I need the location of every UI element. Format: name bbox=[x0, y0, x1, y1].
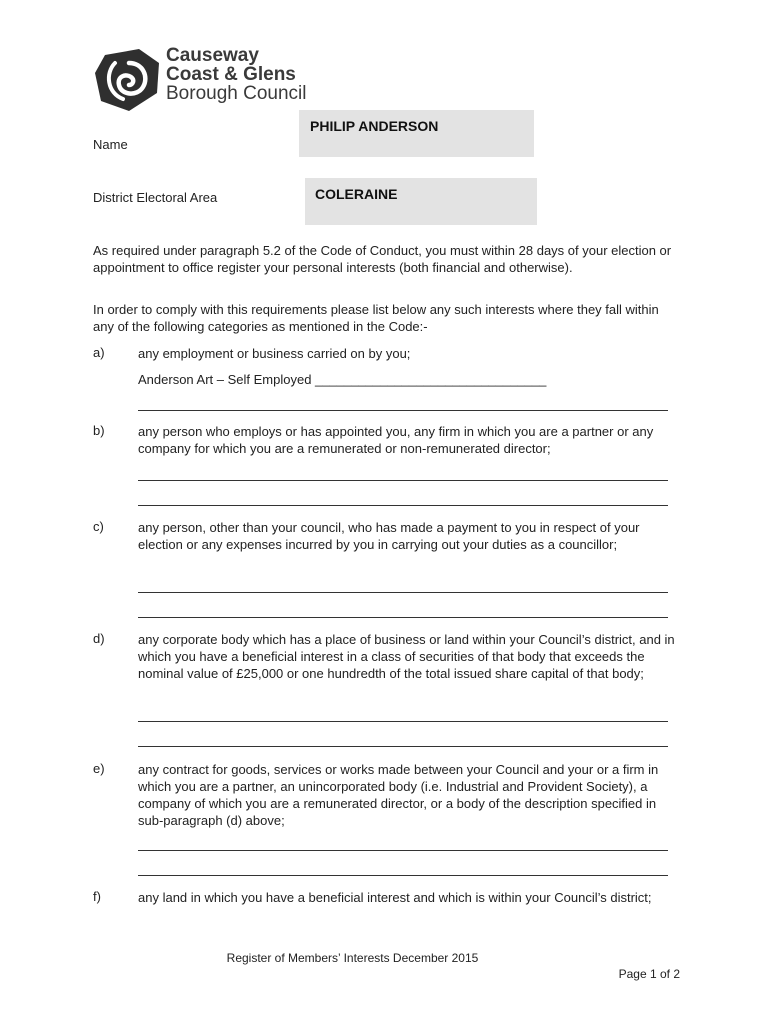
logo-line-3: Borough Council bbox=[166, 83, 307, 104]
answer-line[interactable] bbox=[138, 875, 668, 876]
item-c-letter: c) bbox=[93, 519, 104, 534]
name-label: Name bbox=[93, 137, 128, 152]
logo-line-1: Causeway bbox=[166, 45, 259, 66]
answer-line[interactable] bbox=[138, 592, 668, 593]
district-label: District Electoral Area bbox=[93, 190, 218, 205]
item-e-letter: e) bbox=[93, 761, 105, 776]
item-c-text: any person, other than your council, who has made a payment to you in respect of your election or any expenses incurred by you in carrying out your duties as a councillor; bbox=[138, 520, 640, 552]
logo-line-2: Coast & Glens bbox=[166, 64, 296, 85]
footer-title: Register of Members’ Interests December 2015 bbox=[226, 951, 479, 965]
item-d-letter: d) bbox=[93, 631, 105, 646]
district-field[interactable] bbox=[305, 178, 537, 225]
item-f-text: any land in which you have a beneficial interest and which is within your Council’s district; bbox=[138, 890, 652, 905]
intro-paragraph-2: In order to comply with this requirements please list below any such interests where they fall within any of the following categories as mentioned in the Code:- bbox=[93, 302, 659, 334]
item-f-letter: f) bbox=[93, 889, 101, 904]
item-a-letter: a) bbox=[93, 345, 105, 360]
item-a-answer[interactable]: Anderson Art – Self Employed ________________________________ bbox=[138, 372, 547, 387]
item-d-text: any corporate body which has a place of business or land within your Council’s district, and in which you have a beneficial interest in a class of securities of that body that exceeds the nominal value of £25,000 or one hundredth of the total issued share capital of that body; bbox=[138, 632, 675, 681]
item-a-text: any employment or business carried on by you; bbox=[138, 346, 411, 361]
answer-line[interactable] bbox=[138, 746, 668, 747]
name-value: PHILIP ANDERSON bbox=[310, 118, 439, 134]
answer-line[interactable] bbox=[138, 480, 668, 481]
answer-line[interactable] bbox=[138, 617, 668, 618]
answer-line[interactable] bbox=[138, 410, 668, 411]
name-field[interactable] bbox=[299, 110, 534, 157]
item-b-text: any person who employs or has appointed you, any firm in which you are a partner or any company for which you are a remunerated or non-remunerated director; bbox=[138, 424, 654, 456]
district-value: COLERAINE bbox=[315, 186, 398, 202]
answer-line[interactable] bbox=[138, 505, 668, 506]
intro-paragraph-1: As required under paragraph 5.2 of the Code of Conduct, you must within 28 days of your election or appointment to office register your personal interests (both financial and otherwise). bbox=[93, 243, 672, 275]
item-e-text: any contract for goods, services or works made between your Council and your or a firm in which you are a partner, an unincorporated body (i.e. Industrial and Provident Society), a company of which you are a remunerated director, or a body of the description specified in sub-paragraph (d) above; bbox=[138, 762, 659, 828]
logo-text bbox=[166, 46, 306, 103]
page-number: Page 1 of 2 bbox=[618, 967, 680, 981]
answer-line[interactable] bbox=[138, 721, 668, 722]
item-b-letter: b) bbox=[93, 423, 105, 438]
answer-line[interactable] bbox=[138, 850, 668, 851]
